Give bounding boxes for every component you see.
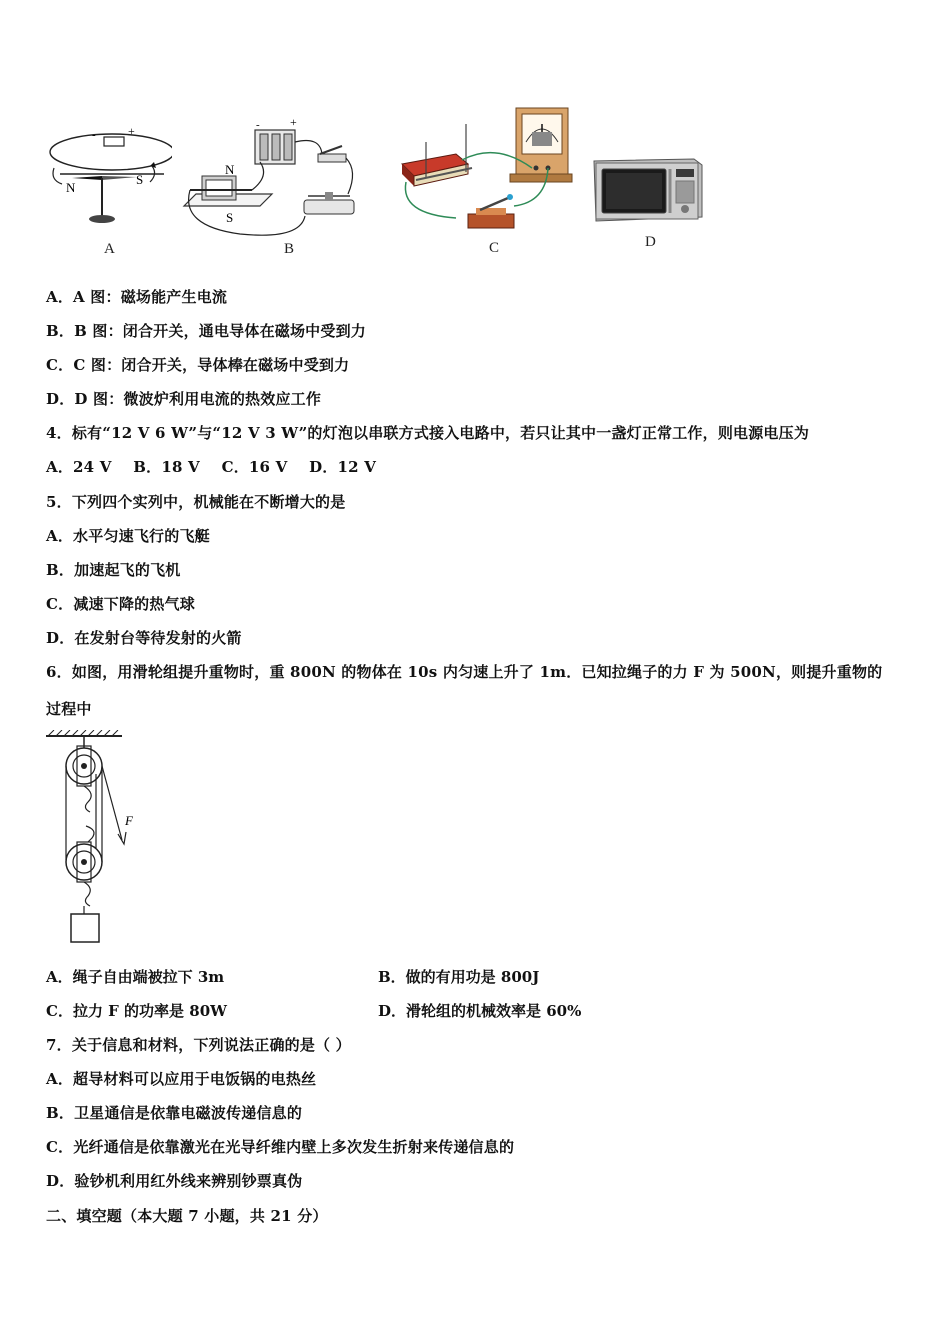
- q3-option-a: A．A 图：磁场能产生电流: [46, 288, 228, 306]
- q7-stem: 7．关于信息和材料，下列说法正确的是（ ）: [46, 1036, 351, 1054]
- q4-stem: 4．标有“12 V 6 W”与“12 V 3 W”的灯泡以串联方式接入电路中，若只让其中一盏灯正常工作，则电源电压为: [46, 424, 810, 442]
- q3-option-c: C．C 图：闭合开关，导体棒在磁场中受到力: [46, 356, 350, 374]
- q3-option-d: D．D 图：微波炉利用电流的热效应工作: [46, 390, 322, 408]
- figure-b-motor: [180, 116, 370, 241]
- q6-option-c: C．拉力 F 的功率是 80W: [46, 1002, 227, 1020]
- q6-option-d: D．滑轮组的机械效率是 60%: [378, 1002, 582, 1020]
- figure-c-label: C: [489, 240, 500, 256]
- fig-b-s: S: [226, 210, 234, 225]
- pulley-force-label: F: [125, 813, 133, 828]
- q5-option-b: B．加速起飞的飞机: [46, 561, 181, 579]
- q5-stem: 5．下列四个实列中，机械能在不断增大的是: [46, 493, 346, 511]
- q6-stem-line2: 过程中: [46, 700, 92, 718]
- q5-option-d: D．在发射台等待发射的火箭: [46, 629, 242, 647]
- fig-a-n: N: [66, 180, 76, 195]
- figure-b-label: B: [284, 241, 295, 257]
- q5-option-a: A．水平匀速飞行的飞艇: [46, 527, 210, 545]
- figure-a-label: A: [104, 241, 115, 257]
- q5-option-c: C．减速下降的热气球: [46, 595, 195, 613]
- fig-a-plus: +: [128, 124, 135, 138]
- figure-d-microwave: [590, 155, 705, 227]
- q7-option-b: B．卫星通信是依靠电磁波传递信息的: [46, 1104, 303, 1122]
- figure-pulley: [44, 730, 144, 945]
- q4-options: A．24 V B．18 V C．16 V D．12 V: [46, 458, 377, 476]
- q7-option-c: C．光纤通信是依靠激光在光导纤维内壁上多次发生折射来传递信息的: [46, 1138, 515, 1156]
- q7-option-d: D．验钞机利用红外线来辨别钞票真伪: [46, 1172, 303, 1190]
- q6-option-b: B．做的有用功是 800J: [378, 968, 540, 986]
- fig-a-minus: -: [92, 129, 96, 141]
- section-2-heading: 二、填空题（本大题 7 小题，共 21 分）: [46, 1207, 328, 1225]
- q6-option-a: A．绳子自由端被拉下 3m: [46, 968, 225, 986]
- q3-option-b: B．B 图：闭合开关，通电导体在磁场中受到力: [46, 322, 366, 340]
- figure-a-oersted: [42, 122, 172, 237]
- fig-b-n: N: [225, 162, 235, 177]
- q6-stem-line1: 6．如图，用滑轮组提升重物时，重 800N 的物体在 10s 内匀速上升了 1m．已知拉绳子的力 F 为 500N，则提升重物的: [46, 663, 883, 681]
- fig-a-s: S: [136, 172, 144, 187]
- q7-option-a: A．超导材料可以应用于电饭锅的电热丝: [46, 1070, 317, 1088]
- fig-b-plus: +: [290, 116, 297, 129]
- fig-b-minus: -: [256, 119, 260, 131]
- figure-c-induction: [396, 102, 581, 237]
- figure-d-label: D: [645, 234, 656, 250]
